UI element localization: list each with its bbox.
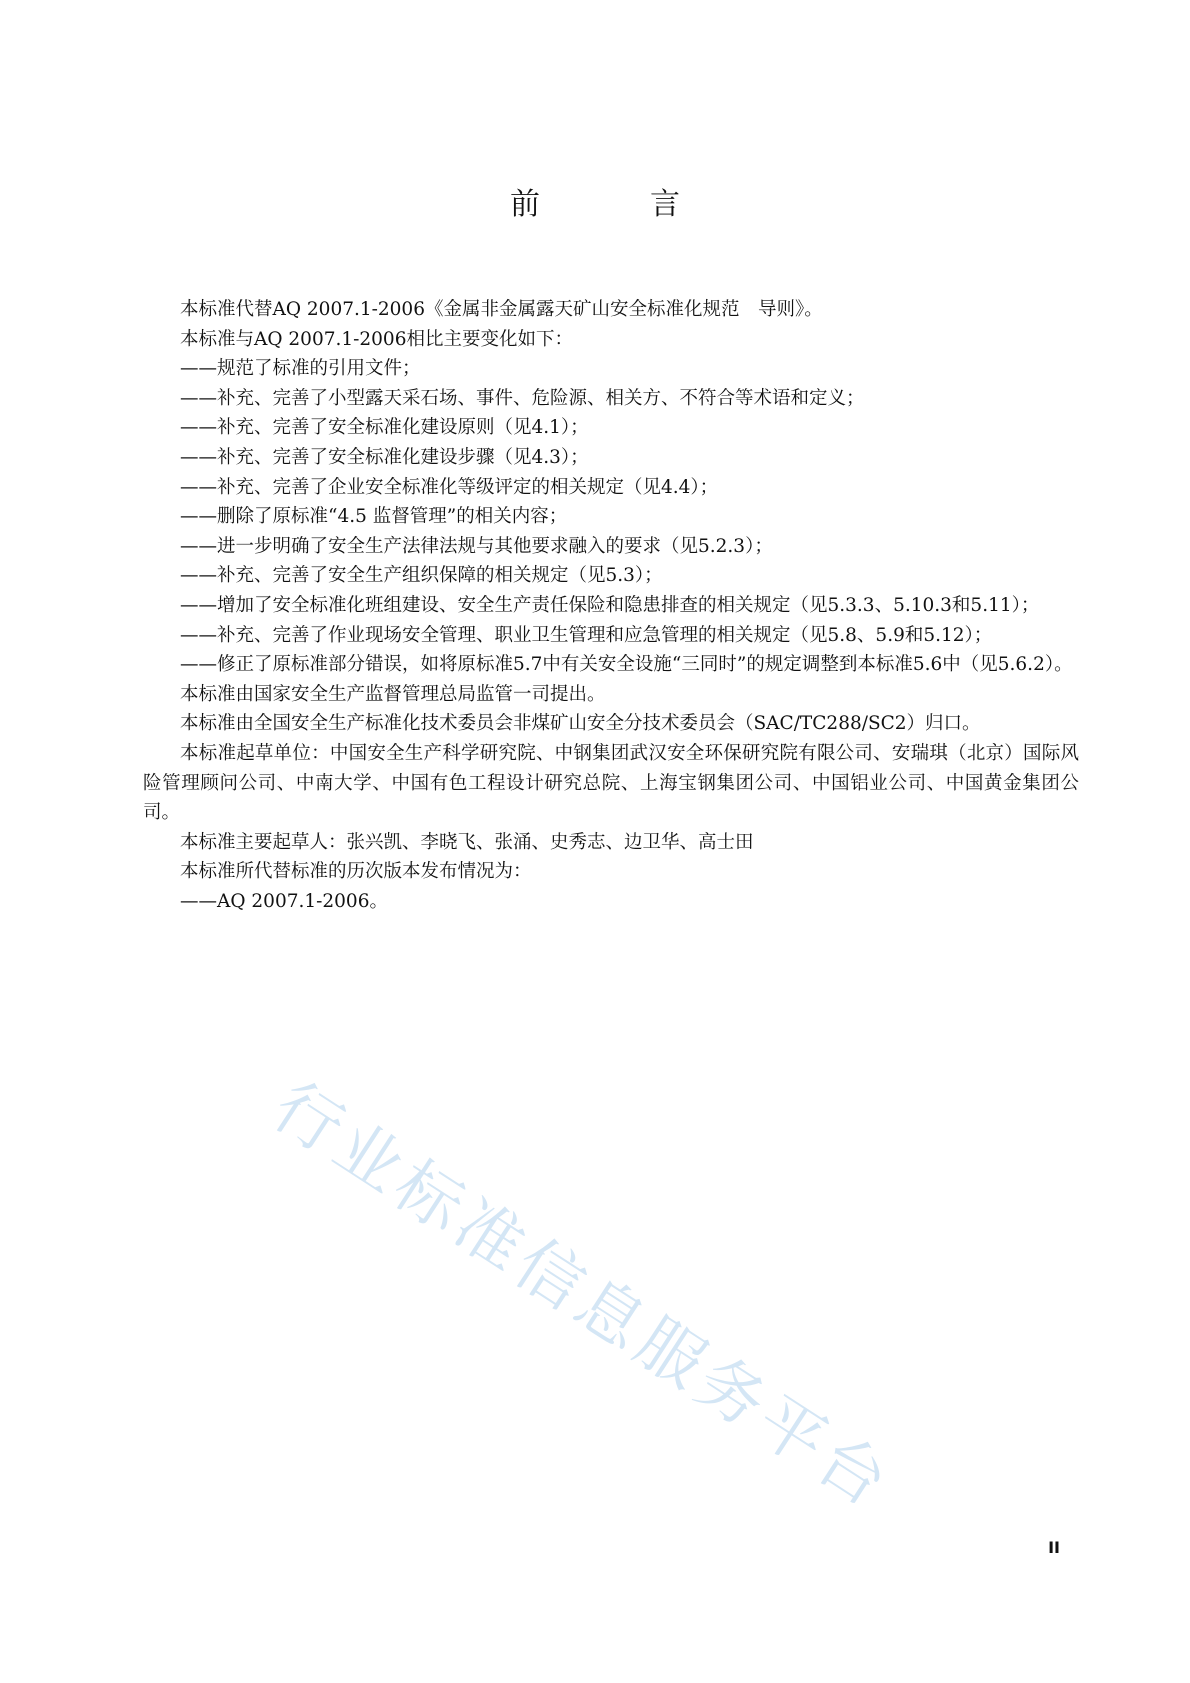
change-item: ——补充、完善了安全标准化建设原则（见4.1）； (180, 417, 589, 439)
change-item: ——增加了安全标准化班组建设、安全生产责任保险和隐患排查的相关规定（见5.3.3、5.10.3和5.11）； (180, 594, 1040, 616)
paragraph-technical-committee: 本标准由全国安全生产标准化技术委员会非煤矿山安全分技术委员会（SAC/TC288/SC2）归口。 (180, 713, 981, 735)
change-item: ——补充、完善了小型露天采石场、事件、危险源、相关方、不符合等术语和定义； (180, 387, 865, 409)
watermark: 行业标准信息服务平台 (259, 1067, 906, 1525)
paragraph-drafters: 本标准主要起草人：张兴凯、李晓飞、张涌、史秀志、边卫华、高士田 (180, 831, 754, 853)
paragraph-proposer: 本标准由国家安全生产监督管理总局监管一司提出。 (180, 683, 606, 705)
paragraph-main-changes-intro: 本标准与AQ 2007.1-2006相比主要变化如下： (180, 328, 573, 350)
change-item: ——补充、完善了安全生产组织保障的相关规定（见5.3）； (180, 565, 663, 587)
change-item: ——删除了原标准“4.5 监督管理”的相关内容； (180, 506, 568, 528)
change-item: ——补充、完善了安全标准化建设步骤（见4.3）； (180, 446, 589, 468)
foreword-body (143, 295, 1079, 916)
change-item: ——补充、完善了企业安全标准化等级评定的相关规定（见4.4）； (180, 476, 719, 498)
page-number: II (1048, 1538, 1060, 1557)
change-item: ——进一步明确了安全生产法律法规与其他要求融入的要求（见5.2.3）； (180, 535, 773, 557)
page-title: 前 言 (510, 187, 720, 222)
paragraph-replacement-statement: 本标准代替AQ 2007.1-2006《金属非金属露天矿山安全标准化规范 导则》。 (180, 299, 823, 320)
change-item: ——补充、完善了作业现场安全管理、职业卫生管理和应急管理的相关规定（见5.8、5.9和5.12）； (180, 624, 993, 646)
change-item: ——规范了标准的引用文件； (180, 358, 421, 380)
paragraph-drafting-units: 本标准起草单位：中国安全生产科学研究院、中钢集团武汉安全环保研究院有限公司、安瑞琪（北京）国际风险管理顾问公司、中南大学、中国有色工程设计研究总院、上海宝钢集团公司、中国铝业公司、中国黄金集团公司。 (143, 742, 1079, 824)
change-item: ——修正了原标准部分错误，如将原标准5.7中有关安全设施“三同时”的规定调整到本标准5.6中（见5.6.2）。 (180, 654, 1073, 676)
paragraph-version-history-intro: 本标准所代替标准的历次版本发布情况为： (180, 861, 532, 883)
version-history-item: ——AQ 2007.1-2006。 (180, 890, 388, 912)
